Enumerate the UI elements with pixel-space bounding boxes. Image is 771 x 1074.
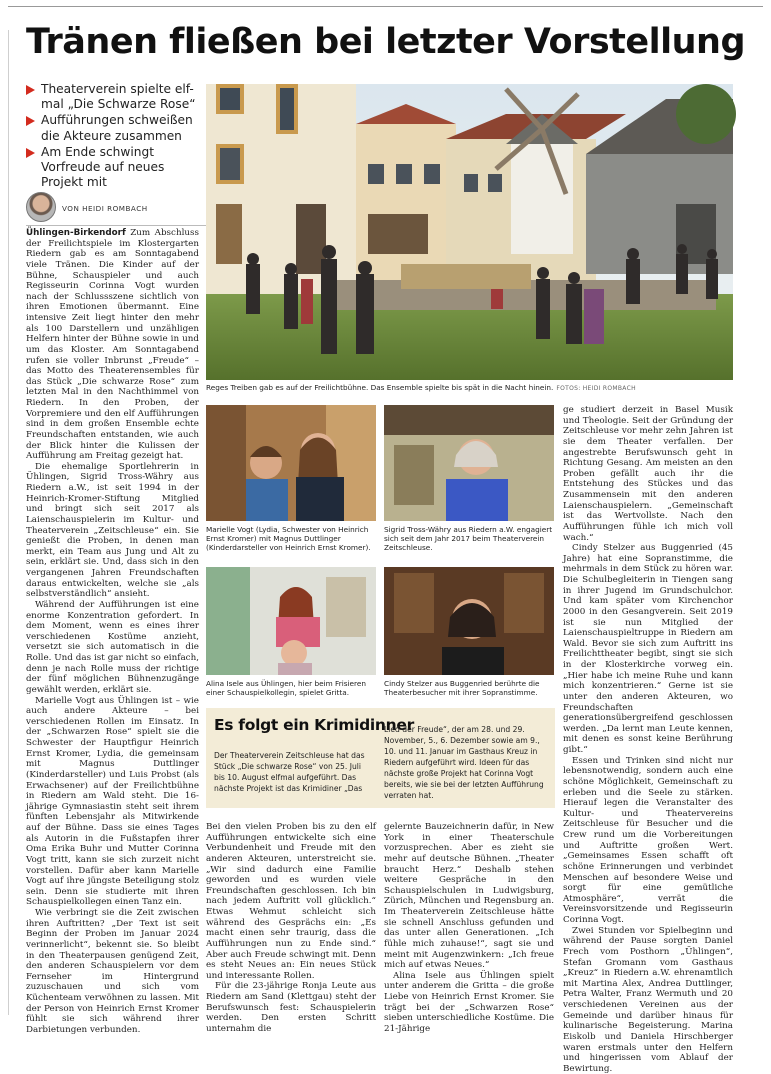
- paragraph: Cindy Stelzer aus Buggenried (45 Jahre) hat eine Sopranstimme, die mehrmals in dem Stück zu hören war. Die Schulbegleiterin in Tiengen sang in ihrer Jugend im Grundschulchor. Und kam später vom Kirchenchor 2000 in den Gesangverein. Seit 2019 ist sie nun Mitglied der Laienschauspieltruppe in Riedern am Wald. Bevor sie sich zum Auftritt ins Freilichttheater begibt, singt sie sich in der Klosterkirche vorweg ein. „Hier habe ich meine Ruhe und kann mich konzentrieren.“ Gerne ist sie unter den anderen Akteuren, wo Freundschaften generationsübergreifend geschlossen werden. „Da lernt man Leute kennen, mit denen es sonst keine Berührung gibt.“: [563, 543, 733, 755]
- byline-rule: [26, 225, 206, 226]
- paragraph: Marielle Vogt aus Ühlingen ist – wie auch andere Akteure – bei verschiedenen Rollen im Einsatz. In der „Schwarzen Rose“ spielt sie die Schwester der Hauptfigur Heinrich Ernst Kromer, Lydia, die gemeinsam mit Magnus Duttlinger (Kinderdarsteller) und Luis Probst (als Erwachsener) auf der Freilichtbühne in Riedern am Wald steht. Die 16-jährige Gymnasiastin steht seit ihrem fünften Lebensjahr als Mitwirkende auf der Bühne. Dass sie eines Tages als Autorin in die Fußstapfen ihrer Oma Erika Buhr und Mutter Corinna Vogt tritt, kann sie sich zurzeit nicht vorstellen. Dafür aber kann Marielle Vogt auf ihre jüngste Beteiligung stolz sein. Denn sie studierte mit ihren Schauspielkollegen einen Tanz ein.: [26, 695, 199, 908]
- paragraph: Die ehemalige Sportlehrerin in Ühlingen, Sigrid Tross-Währy aus Riedern a.W., ist seit 1994 in der Heinrich-Kromer-Stiftung Mitglied und bringt sich seit 2017 als Laienschauspielerin im Kultur- und Theaterverein „Zeitschleuse“ ein. Sie genießt die Proben, in denen man merkt, ein Team aus Jung und Alt zu sein, erklärt sie. Und, dass sich in den vergangenen Jahren Freundschaften daraus entwickelten, welche sie „als selbstverständlich“ ansieht.: [26, 461, 199, 600]
- bullet-item: Aufführungen schweißen die Akteure zusammen: [26, 113, 206, 143]
- paragraph: Für die 23-jährige Ronja Leute aus Riedern am Sand (Klettgau) steht der Berufswunsch fest: Schauspielerin werden. Den ersten Schritt unternahm die: [206, 981, 376, 1034]
- paragraph: Wie verbringt sie die Zeit zwischen ihren Auftritten? „Der Text ist seit Beginn der Proben im Januar 2024 verinnerlicht“, bekennt sie. So bleibt in den Theaterpausen genügend Zeit, den anderen Schauspielern vor dem Fernseher im Hintergrund zuzuschauen und sich vom Küchenteam verwöhnen zu lassen. Mit der Person von Heinrich Ernst Kromer fühlt sie sich während ihrer Darbietungen verbunden.: [26, 908, 199, 1035]
- paragraph: Essen und Trinken sind nicht nur lebensnotwendig, sondern auch eine schöne Möglichkeit, Gemeinschaft zu erleben und die Seele zu stärken. Hierauf legen die Veranstalter des Kultur- und Theatervereins Zeitschleuse für Besucher und die Crew rund um die Vorbereitungen und Auftritte großen Wert. „Gemeinsames Essen schafft oft schöne Erinnerungen und verbindet Menschen auf besondere Weise und sorgt für eine gemütliche Atmosphäre“, verrät die Vereinsvorsitzende und Regisseurin Corinna Vogt.: [563, 755, 733, 925]
- paragraph: Ühlingen-Birkendorf Zum Abschluss der Freilichtspiele im Klostergarten Riedern gab es am Sonntagabend viele Tränen. Die Kinder auf der Bühne, Schauspieler und auch Regisseurin Corinna Vogt wurden nach der Schlussszene sichtlich von ihren Emotionen übermannt. Eine intensive Zeit liegt hinter den mehr als 100 Darstellern und unzähligen Helfern hinter der Bühne sowie in und um das Kloster. Am Sonntagabend rufen sie voller Inbrunst „Freude“ – das Motto des Theaterensembles für das Stück „Die schwarze Rose“ zum letzten Mal in den Nachthimmel von Riedern. In den Proben, der Vorpremiere und den elf Aufführungen sind in dem großen Ensemble echte Freundschaften entstanden, wie auch der Blick hinter die Kulissen der Aufführung am Freitag gezeigt hat.: [26, 228, 199, 462]
- info-box-text-right: Lied der Freude“, der am 28. und 29. November, 5., 6. Dezember sowie am 9., 10. und 11. Januar im Gasthaus Kreuz in Riedern aufgeführt wird. Ideen für das nächste große Projekt hat Corinna Vogt bereits, wie sie bei der letzten Aufführung verraten hat.: [384, 725, 544, 800]
- paragraph: Zwei Stunden vor Spielbeginn und während der Pause sorgten Daniel Frech vom Posthorn „Ühlingen“, Stefan Gromann vom Gasthaus „Kreuz“ in Riedern a.W. ehrenamtlich mit Martina Alex, Andrea Duttlinger, Petra Walter, Franz Wermuth und 20 verschiedenen Vereinen aus der Gemeinde und darüber hinaus für kulinarische Begeisterung. Marina Eiskolb und Daniela Hirschberger waren erstmals unter den Helfern und hingerissen vom Ablauf der Bewirtung.: [563, 925, 733, 1074]
- photo-caption-2: Sigrid Tross-Währy aus Riedern a.W. engagiert sich seit dem Jahr 2017 beim Theaterverein Zeitschleuse.: [384, 525, 553, 552]
- photo-cindy: [384, 567, 554, 675]
- article-column-1: [26, 228, 199, 1035]
- byline: VON HEIDI ROMBACH: [62, 204, 148, 213]
- headline: Tränen fließen bei letzter Vorstellung: [26, 22, 746, 62]
- author-avatar: [26, 192, 56, 222]
- article-column-3: [384, 822, 554, 1034]
- author-block: [26, 192, 206, 222]
- info-box-text-left: Der Theaterverein Zeitschleuse hat das Stück „Die schwarze Rose“ von 25. Juli bis 10. August elfmal aufgeführt. Das nächste Projekt ist das Krimidiner „Das: [214, 751, 365, 793]
- info-box-title: Es folgt ein Krimidinner: [214, 716, 414, 734]
- dateline: Ühlingen-Birkendorf: [26, 228, 126, 238]
- paragraph: ge studiert derzeit in Basel Musik und Theologie. Seit der Gründung der Zeitschleuse vor mehr zehn Jahren ist sie dem Theater verfallen. Der angestrebte Berufswunsch geht in Richtung Gesang. Am meisten an den Proben gefällt auch ihr die Entstehung des Stückes und das Zusammensein mit den anderen Laienschauspielern. „Gemeinschaft ist das Wertvollste. Nach den Aufführungen fühle ich mich voll wach.“: [563, 405, 733, 543]
- bullet-item: Am Ende schwingt Vorfreude auf neues Projekt mit: [26, 145, 206, 191]
- photo-caption-3: Alina Isele aus Ühlingen, hier beim Frisieren einer Schauspielkollegin, spielet Gritta.: [206, 679, 366, 697]
- open-air-stage-illustration: [206, 84, 733, 380]
- main-photo-caption: [206, 383, 733, 393]
- main-photo: [206, 84, 733, 380]
- photo-credit: FOTOS: HEIDI ROMBACH: [556, 385, 636, 392]
- bullet-item: Theaterverein spielte elf-mal „Die Schwarze Rose“: [26, 82, 206, 112]
- photo-caption-4: Cindy Stelzer aus Buggenried berührte die Theaterbesucher mit ihrer Sopranstimme.: [384, 679, 540, 697]
- photo-marielle-magnus: [206, 405, 376, 521]
- photo-alina: [206, 567, 376, 675]
- top-rule: [8, 6, 763, 7]
- paragraph: gelernte Bauzeichnerin dafür, in New York in einer Theaterschule vorzusprechen. Aber es zieht sie mehr auf deutsche Bühnen. „Theater braucht Herz.“ Deshalb stehen weitere Gespräche in den Schauspielschulen in Ludwigsburg, Zürich, München und Regensburg an. Im Theaterverein Zeitschleuse hätte sie schnell Anschluss gefunden und das unter allen Generationen. „Ich fühle mich zuhause!“, sagt sie und meint mit Augenzwinkern: „Ich freue mich auf etwas Neues.“: [384, 822, 554, 971]
- photo-sigrid: [384, 405, 554, 521]
- paragraph: Alina Isele aus Ühlingen spielt unter anderem die Gritta – die große Liebe von Heinrich Ernst Kromer. Sie trägt bei der „Schwarzen Rose“ sieben unterschiedliche Kostüme. Die 21-Jährige: [384, 970, 554, 1034]
- photo-caption-1: Marielle Vogt (Lydia, Schwester von Heinrich Ernst Kromer) mit Magnus Duttlinger (Kinderdarsteller von Heinrich Ernst Kromer).: [206, 525, 371, 552]
- info-box: [206, 708, 555, 808]
- paragraph: Während der Aufführungen ist eine enorme Konzentration gefordert. In dem Moment, wenn es eines ihrer verschiedenen Kostüme anzieht, versetzt sie sich automatisch in die Rolle. Und das ist gar nicht so einfach, denn je nach Rolle muss der richtige der fünf möglichen Bühnenzugänge gewählt werden, erklärt sie.: [26, 599, 199, 695]
- caption-text: Reges Treiben gab es auf der Freilichtbühne. Das Ensemble spielte bis spät in die Nacht hinein.: [206, 383, 554, 392]
- paragraph: Bei den vielen Proben bis zu den elf Aufführungen entwickelte sich eine Verbundenheit und Freude mit den anderen Akteuren, unterstreicht sie. „Wir sind dadurch eine Familie geworden und es wurden viele Freundschaften geschlossen. Ich bin nach jedem Auftritt voll glücklich.“ Etwas Wehmut schleicht sich während des Gesprächs ein: „Es macht einen sehr traurig, dass die Aufführungen nun zu Ende sind.“ Aber auch Freude schwingt mit. Denn es steht Neues an: Ein neues Stück und interessante Rollen.: [206, 822, 376, 981]
- left-margin-rule: [8, 30, 9, 1015]
- article-column-2: [206, 822, 376, 1034]
- summary-bullets: [26, 82, 206, 191]
- article-column-4: [563, 405, 733, 1074]
